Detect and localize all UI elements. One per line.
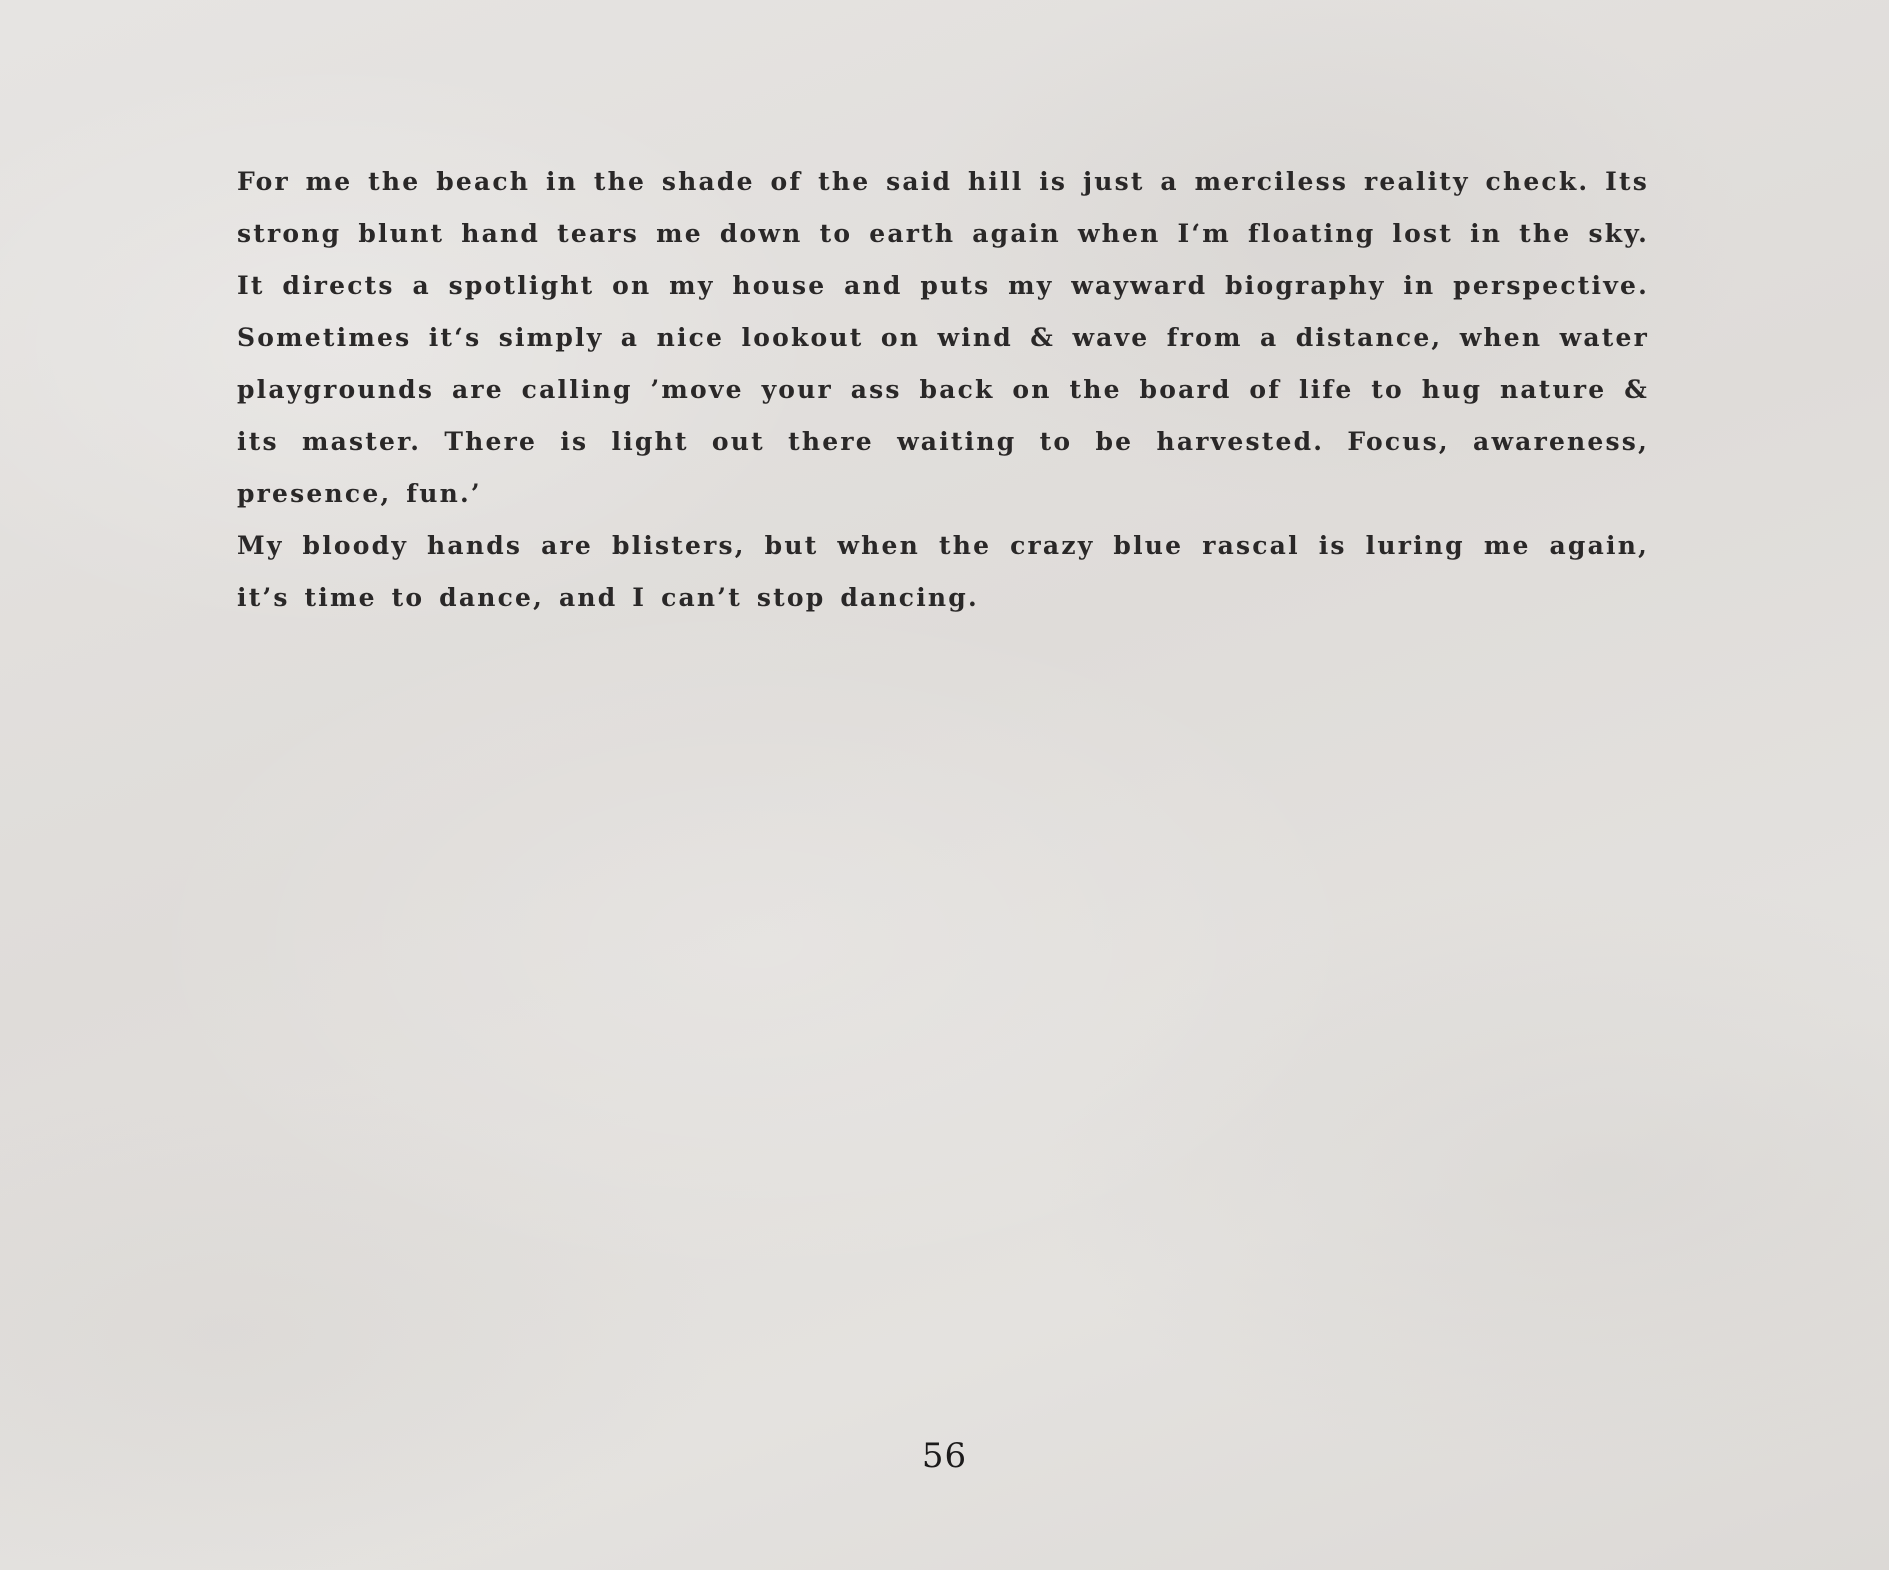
paragraph-2: My bloody hands are blisters, but when the crazy blue rascal is luring me again, it’s time to dance, and I can’t stop dancing. xyxy=(237,531,1649,612)
page-number: 56 xyxy=(921,1436,968,1476)
paragraph-1: For me the beach in the shade of the said hill is just a merciless reality check. Its strong blunt hand tears me down to earth again when I‘m floating lost in the sky. It directs a spotlight on my house and puts my wayward biography in perspective. Sometimes it‘s simply a nice lookout on wind & wave from a distance, when water playgrounds are calling ’move your ass back on the board of life to hug nature & its master. There is light out there waiting to be harvested. Focus, awareness, presence, fun.’ xyxy=(237,167,1649,508)
body-text xyxy=(237,156,1649,624)
